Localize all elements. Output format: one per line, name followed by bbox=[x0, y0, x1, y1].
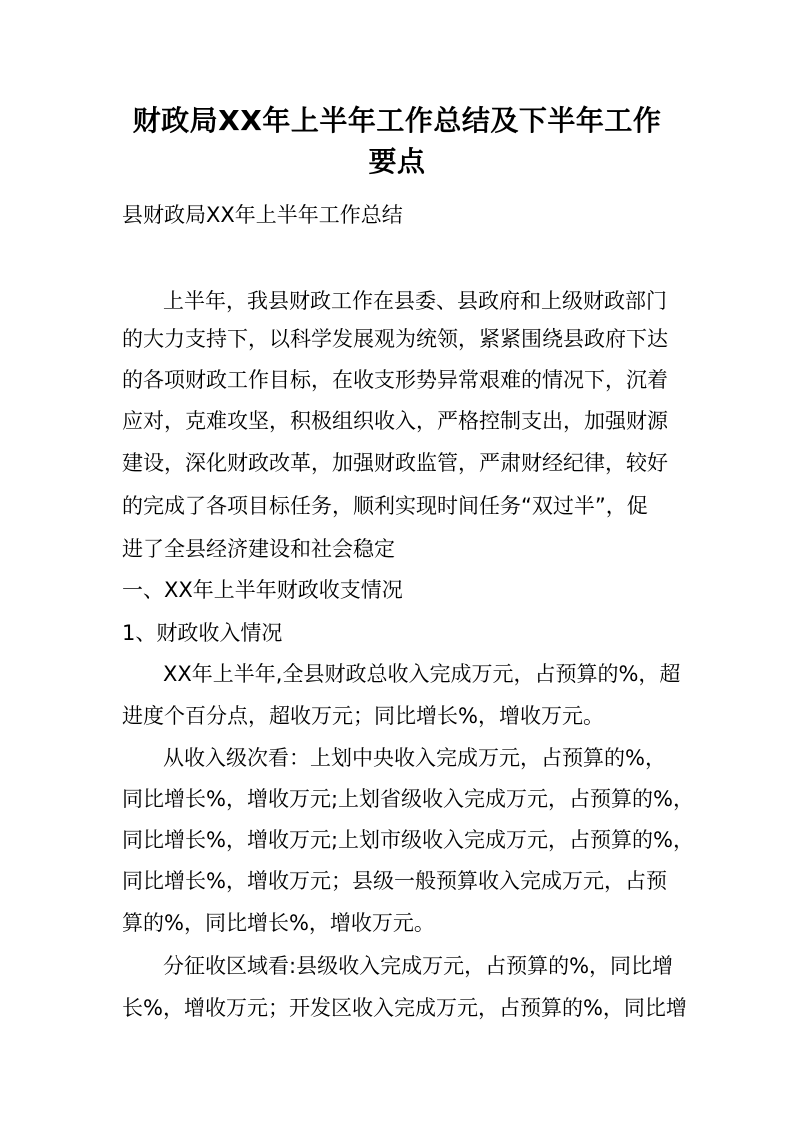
intro-line: 的各项财政工作目标，在收支形势异常艰难的情况下，沉着 bbox=[122, 368, 668, 392]
document-title-line-1: 财政局XX年上半年工作总结及下半年工作 bbox=[132, 104, 662, 137]
document-title-line-2: 要点 bbox=[368, 145, 426, 178]
intro-line: 的完成了各项目标任务，顺利实现时间任务“双过半”，促 bbox=[122, 494, 648, 518]
paragraph-line: 从收入级次看：上划中央收入完成万元，占预算的%， bbox=[163, 746, 666, 770]
paragraph-line: 同比增长%，增收万元；县级一般预算收入完成万元，占预 bbox=[122, 869, 667, 893]
paragraph-line: XX年上半年,全县财政总收入完成万元，占预算的%，超 bbox=[163, 662, 681, 686]
intro-line: 建设，深化财政改革，加强财政监管，严肃财经纪律，较好 bbox=[122, 451, 668, 475]
paragraph-line: 分征收区域看:县级收入完成万元，占预算的%，同比增 bbox=[163, 954, 674, 978]
paragraph-line: 同比增长%，增收万元;上划市级收入完成万元，占预算的%， bbox=[122, 828, 694, 852]
intro-line: 的大力支持下，以科学发展观为统领，紧紧围绕县政府下达 bbox=[122, 327, 668, 351]
intro-line: 应对，克难攻坚，积极组织收入，严格控制支出，加强财源 bbox=[122, 409, 668, 433]
subsection-heading: 1、财政收入情况 bbox=[122, 621, 283, 645]
paragraph-line: 同比增长%，增收万元;上划省级收入完成万元，占预算的%， bbox=[122, 787, 694, 811]
intro-line: 进了全县经济建设和社会稳定 bbox=[122, 537, 395, 561]
section-heading: 一、XX年上半年财政收支情况 bbox=[122, 578, 403, 602]
subtitle: 县财政局XX年上半年工作总结 bbox=[122, 203, 403, 227]
paragraph-line: 算的%，同比增长%，增收万元。 bbox=[122, 911, 435, 935]
intro-line: 上半年，我县财政工作在县委、县政府和上级财政部门 bbox=[163, 289, 667, 313]
paragraph-line: 进度个百分点，超收万元；同比增长%，增收万元。 bbox=[122, 704, 604, 728]
paragraph-line: 长%，增收万元；开发区收入完成万元，占预算的%，同比增 bbox=[122, 996, 687, 1020]
